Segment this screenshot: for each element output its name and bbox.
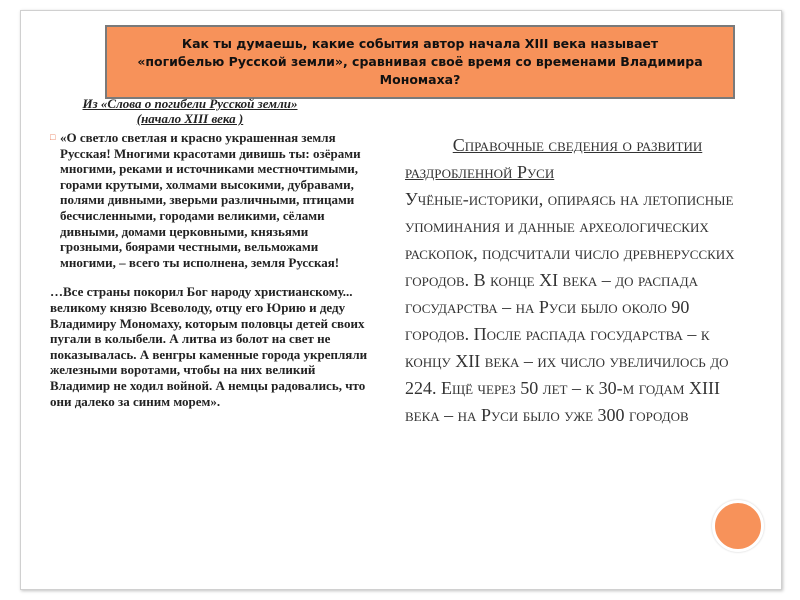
reference-body: Учёные-историки, опираясь на летописные упоминания и данные археологических раскопок, подсчитали число древнерусских городов. В конце XI века – до распада государства – на Руси было около 90 городов. После распада государства – к концу XII века – их число увеличилось до 224. Ещё через 50 лет – к 30-м годам XIII века – на Руси было уже 300 городов bbox=[405, 189, 735, 425]
question-box bbox=[105, 25, 735, 99]
reference-heading-line1: Справочные сведения о развитии bbox=[452, 135, 703, 155]
quote-paragraph-1: «О светло светлая и красно украшенная земля Русская! Многими красотами дивишь ты: озёрами многими, реками и источниками местночтимыми, горами крутыми, холмами высокими, дубравами, полями дивными, зверьми различными, птицами бесчисленными, городами великими, сёлами дивными, домами церковными, князьями грозными, боярами честными, вельможами многими, – всего ты исполнена, земля Русская! bbox=[60, 130, 361, 270]
reference-block bbox=[405, 132, 750, 429]
decorative-circle bbox=[712, 500, 764, 552]
reference-heading-line2: раздробленной Руси bbox=[405, 162, 555, 182]
quote-block bbox=[50, 130, 370, 409]
question-text: Как ты думаешь, какие события автор начала XIII века называет «погибелью Русской земли», сравнивая своё время со временами Владимира Мономаха? bbox=[137, 36, 703, 87]
source-title bbox=[40, 96, 340, 126]
quote-paragraph-2: …Все страны покорил Бог народу христианскому... великому князю Всеволоду, отцу его Юрию и деду Владимиру Мономаху, которым половцы детей своих пугали в колыбели. А литва из болот на свет не показывалась. А венгры каменные города укрепляли железными воротами, чтобы на них великий Владимир не ходил войной. А немцы радовались, что они далеко за синим морем». bbox=[50, 284, 368, 409]
source-title-line1: Из «Слова о погибели Русской земли» bbox=[82, 96, 298, 111]
square-bullet-icon: □ bbox=[50, 132, 56, 142]
source-title-line2: (начало XIII века ) bbox=[136, 111, 244, 126]
